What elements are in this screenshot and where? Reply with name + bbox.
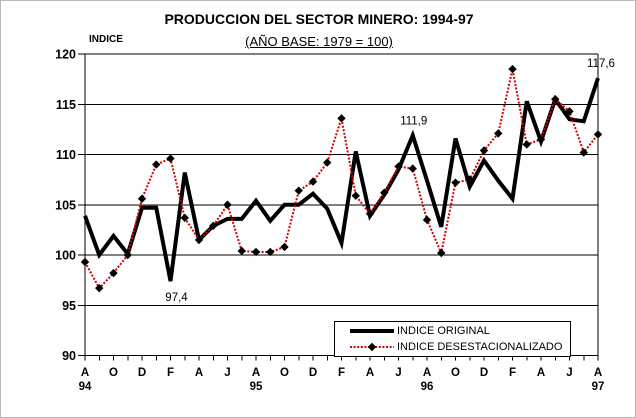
svg-text:D: D (308, 367, 318, 379)
svg-text:117,6: 117,6 (587, 58, 615, 71)
svg-text:F: F (508, 367, 517, 379)
svg-text:A: A (194, 367, 204, 379)
svg-text:95: 95 (249, 381, 263, 393)
svg-text:D: D (137, 367, 147, 379)
solid-line-swatch-icon (350, 327, 394, 335)
y-axis-labels (55, 48, 76, 364)
svg-text:97,4: 97,4 (165, 292, 188, 305)
svg-text:110: 110 (55, 148, 76, 162)
dotted-line-diamond-swatch-icon (350, 342, 394, 352)
svg-text:J: J (566, 367, 573, 379)
svg-text:94: 94 (78, 381, 92, 393)
diamond-markers (81, 65, 602, 292)
legend-box (334, 321, 571, 357)
svg-text:D: D (479, 367, 489, 379)
legend-item-desestacionalizado (335, 339, 570, 355)
legend-label-original: INDICE ORIGINAL (397, 325, 490, 337)
svg-text:A: A (251, 367, 261, 379)
svg-text:A: A (80, 367, 90, 379)
legend-label-desestacionalizado: INDICE DESESTACIONALIZADO (397, 341, 563, 353)
svg-text:115: 115 (55, 97, 76, 112)
legend-item-original (335, 323, 570, 339)
svg-text:A: A (365, 367, 375, 379)
svg-text:111,9: 111,9 (400, 115, 428, 128)
svg-text:120: 120 (55, 47, 76, 62)
svg-text:O: O (109, 367, 118, 379)
svg-text:97: 97 (591, 381, 605, 393)
svg-text:F: F (166, 367, 175, 379)
y-axis-title: INDICE (89, 34, 123, 45)
chart-title: PRODUCCION DEL SECTOR MINERO: 1994-97 (164, 11, 474, 27)
svg-text:O: O (451, 367, 460, 379)
series-indice-original (85, 78, 598, 281)
chart-subtitle: (AÑO BASE: 1979 = 100) (245, 34, 393, 49)
svg-text:100: 100 (55, 248, 76, 263)
svg-text:105: 105 (55, 198, 76, 213)
svg-text:J: J (224, 367, 231, 379)
svg-text:90: 90 (62, 349, 76, 363)
x-axis-year-labels (79, 381, 605, 393)
svg-text:95: 95 (62, 298, 76, 313)
svg-text:J: J (395, 367, 402, 379)
gridlines (78, 54, 598, 356)
svg-text:A: A (536, 367, 546, 379)
svg-text:96: 96 (420, 381, 434, 393)
svg-text:O: O (280, 367, 289, 379)
svg-text:A: A (422, 367, 432, 379)
svg-text:F: F (337, 367, 346, 379)
x-axis-labels (81, 367, 602, 379)
svg-text:A: A (593, 367, 603, 379)
